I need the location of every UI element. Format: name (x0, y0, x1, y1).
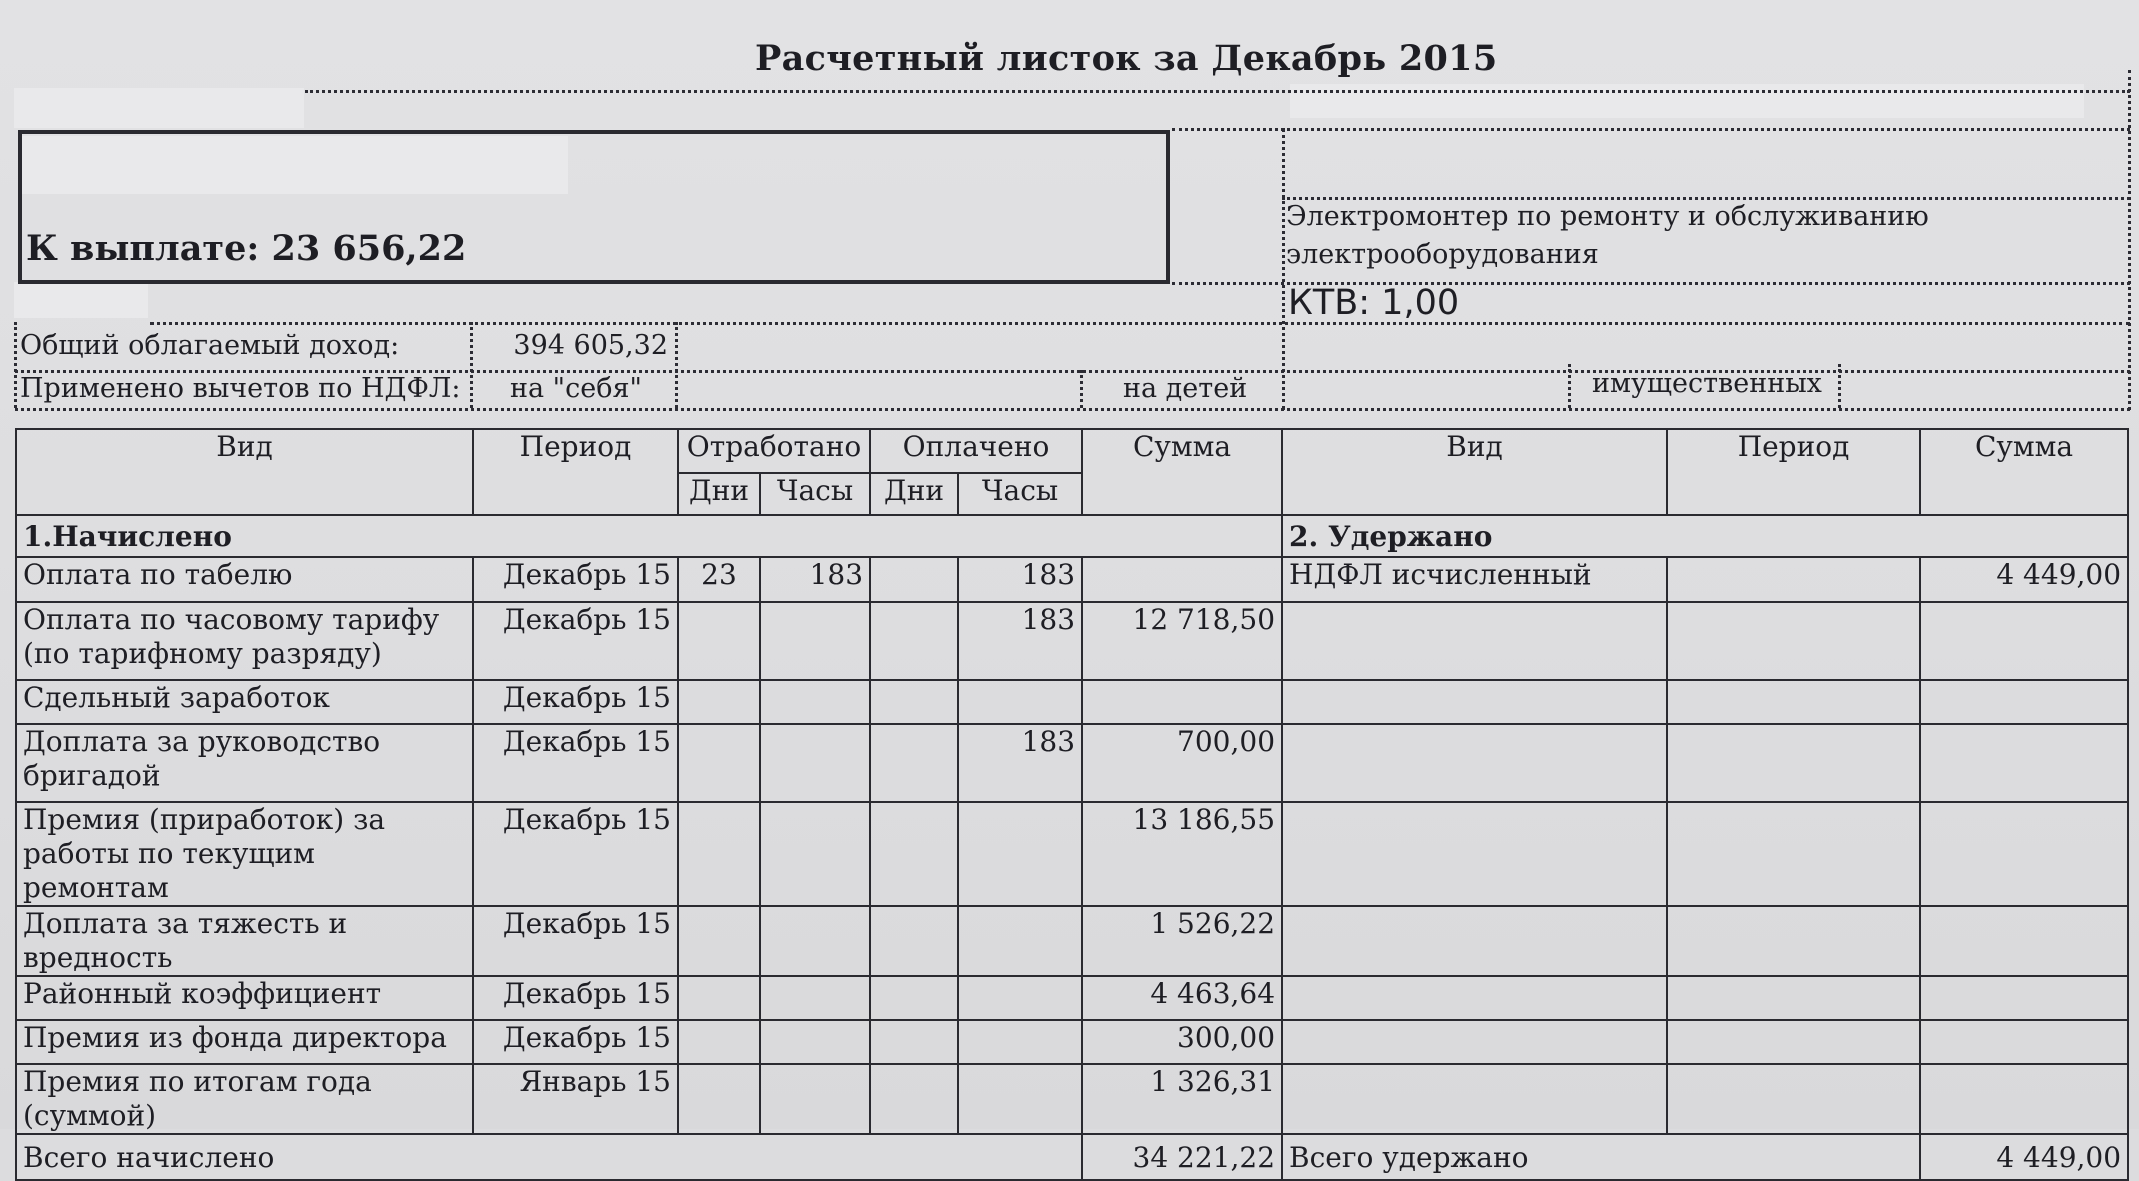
to-pay-label: К выплате: (26, 228, 260, 269)
paid-days (870, 802, 958, 906)
worked-hours (760, 976, 870, 1020)
deduction-property: имущественных (1592, 368, 1822, 399)
accrual-period: Декабрь 15 (473, 724, 678, 802)
accrual-period: Декабрь 15 (473, 802, 678, 906)
table-row (16, 680, 2128, 724)
withheld-period (1667, 1020, 1920, 1064)
accrual-sum: 1 526,22 (1082, 906, 1282, 976)
withheld-period (1667, 557, 1920, 602)
page-title: Расчетный листок за Декабрь 2015 (755, 38, 1498, 79)
paid-hours (958, 1064, 1082, 1134)
paid-days (870, 906, 958, 976)
paid-days (870, 680, 958, 724)
paid-days (870, 602, 958, 680)
paid-days (870, 724, 958, 802)
col-header-sum: Сумма (1082, 429, 1282, 515)
withheld-sum (1920, 1020, 2128, 1064)
ktv-label: КТВ: (1288, 283, 1371, 323)
worked-days (678, 602, 760, 680)
divider (305, 90, 2130, 93)
ktv-value: 1,00 (1381, 283, 1460, 323)
divider (1080, 370, 1083, 408)
section-withheld-title: 2. Удержано (1282, 515, 2128, 557)
table-row (16, 1020, 2128, 1064)
divider (1172, 128, 2130, 131)
to-pay-value: 23 656,22 (271, 228, 467, 269)
accrual-sum: 4 463,64 (1082, 976, 1282, 1020)
total-withheld-label: Всего удержано (1282, 1134, 1920, 1180)
withheld-sum (1920, 680, 2128, 724)
divider (1568, 364, 1571, 408)
worked-hours (760, 680, 870, 724)
table-row (16, 802, 2128, 906)
paid-days (870, 1020, 958, 1064)
withheld-name (1282, 680, 1667, 724)
accrual-sum (1082, 680, 1282, 724)
section-accrued-title: 1.Начислено (16, 515, 1282, 557)
accrual-sum: 12 718,50 (1082, 602, 1282, 680)
divider (150, 322, 2130, 325)
withheld-sum (1920, 906, 2128, 976)
worked-days (678, 802, 760, 906)
to-pay (26, 228, 466, 269)
col-header-paid-days: Дни (870, 473, 958, 515)
divider (675, 322, 678, 408)
accrual-name: Оплата по часовому тарифу (по тарифному разряду) (16, 602, 473, 680)
ktv (1288, 283, 1459, 323)
paid-hours (958, 976, 1082, 1020)
table-row (16, 1064, 2128, 1134)
worked-days (678, 1020, 760, 1064)
withheld-period (1667, 602, 1920, 680)
withheld-name (1282, 1064, 1667, 1134)
withheld-name: НДФЛ исчисленный (1282, 557, 1667, 602)
accrual-name: Доплата за тяжесть и вредность (16, 906, 473, 976)
totals-row (16, 1134, 2128, 1180)
worked-days (678, 906, 760, 976)
taxable-income-value: 394 605,32 (513, 330, 668, 361)
accrual-name: Премия по итогам года (суммой) (16, 1064, 473, 1134)
worked-hours (760, 1020, 870, 1064)
worked-hours (760, 802, 870, 906)
withheld-period (1667, 680, 1920, 724)
accrual-name: Доплата за руководство бригадой (16, 724, 473, 802)
accrual-period: Декабрь 15 (473, 976, 678, 1020)
col-header-worked-days: Дни (678, 473, 760, 515)
col-header-period: Период (473, 429, 678, 515)
accrual-name: Премия из фонда директора (16, 1020, 473, 1064)
employee-position: Электромонтер по ремонту и обслуживанию электрооборудования (1286, 201, 1929, 270)
paid-days (870, 557, 958, 602)
accrual-period: Декабрь 15 (473, 680, 678, 724)
table-row (16, 906, 2128, 976)
paid-hours (958, 680, 1082, 724)
withheld-name (1282, 976, 1667, 1020)
worked-days (678, 724, 760, 802)
worked-hours (760, 906, 870, 976)
withheld-period (1667, 1064, 1920, 1134)
total-withheld-value: 4 449,00 (1920, 1134, 2128, 1180)
col-header-worked-hours: Часы (760, 473, 870, 515)
accrual-period: Декабрь 15 (473, 602, 678, 680)
worked-days (678, 976, 760, 1020)
withheld-sum (1920, 1064, 2128, 1134)
accrual-name: Районный коэффициент (16, 976, 473, 1020)
withheld-period (1667, 976, 1920, 1020)
divider (15, 408, 2130, 411)
accrual-period: Декабрь 15 (473, 906, 678, 976)
worked-hours (760, 1064, 870, 1134)
redacted-block (14, 282, 148, 318)
withheld-period (1667, 906, 1920, 976)
accrual-name: Сдельный заработок (16, 680, 473, 724)
total-accrued-value: 34 221,22 (1082, 1134, 1282, 1180)
col-header-paid-hours: Часы (958, 473, 1082, 515)
paid-hours: 183 (958, 724, 1082, 802)
paid-hours (958, 802, 1082, 906)
accrual-period: Декабрь 15 (473, 557, 678, 602)
col-header-type: Вид (16, 429, 473, 515)
table-row (16, 976, 2128, 1020)
withheld-sum (1920, 802, 2128, 906)
worked-days: 23 (678, 557, 760, 602)
col-header-right-type: Вид (1282, 429, 1667, 515)
accrual-period: Декабрь 15 (473, 1020, 678, 1064)
worked-hours: 183 (760, 557, 870, 602)
table-row (16, 724, 2128, 802)
worked-days (678, 1064, 760, 1134)
divider (1282, 128, 1285, 410)
payslip-table (15, 428, 2129, 1181)
accrual-period: Январь 15 (473, 1064, 678, 1134)
paid-days (870, 1064, 958, 1134)
withheld-name (1282, 906, 1667, 976)
withheld-sum (1920, 602, 2128, 680)
accrual-sum (1082, 557, 1282, 602)
withheld-sum (1920, 724, 2128, 802)
paid-days (870, 976, 958, 1020)
accrual-sum: 700,00 (1082, 724, 1282, 802)
accrual-sum: 13 186,55 (1082, 802, 1282, 906)
taxable-income-label: Общий облагаемый доход: (20, 330, 400, 361)
table-row (16, 557, 2128, 602)
table-row (16, 602, 2128, 680)
accrual-name: Премия (приработок) за работы по текущим ремонтам (16, 802, 473, 906)
accrual-name: Оплата по табелю (16, 557, 473, 602)
paid-hours (958, 1020, 1082, 1064)
deduction-children: на детей (1123, 373, 1248, 404)
withheld-period (1667, 724, 1920, 802)
withheld-period (1667, 802, 1920, 906)
worked-hours (760, 602, 870, 680)
divider (14, 322, 17, 408)
col-header-worked: Отработано (678, 429, 870, 473)
withheld-name (1282, 802, 1667, 906)
divider (2128, 70, 2131, 410)
paid-hours: 183 (958, 602, 1082, 680)
total-accrued-label: Всего начислено (16, 1134, 1082, 1180)
accrual-sum: 300,00 (1082, 1020, 1282, 1064)
worked-days (678, 680, 760, 724)
paid-hours (958, 906, 1082, 976)
col-header-paid: Оплачено (870, 429, 1082, 473)
withheld-name (1282, 1020, 1667, 1064)
withheld-name (1282, 602, 1667, 680)
divider (470, 322, 473, 408)
col-header-right-sum: Сумма (1920, 429, 2128, 515)
divider (1838, 364, 1841, 408)
accrual-sum: 1 326,31 (1082, 1064, 1282, 1134)
withheld-name (1282, 724, 1667, 802)
deduction-self: на "себя" (510, 373, 642, 404)
withheld-sum: 4 449,00 (1920, 557, 2128, 602)
paid-hours: 183 (958, 557, 1082, 602)
withheld-sum (1920, 976, 2128, 1020)
worked-hours (760, 724, 870, 802)
redacted-block (14, 88, 304, 128)
deductions-label: Применено вычетов по НДФЛ: (20, 373, 461, 404)
col-header-right-period: Период (1667, 429, 1920, 515)
